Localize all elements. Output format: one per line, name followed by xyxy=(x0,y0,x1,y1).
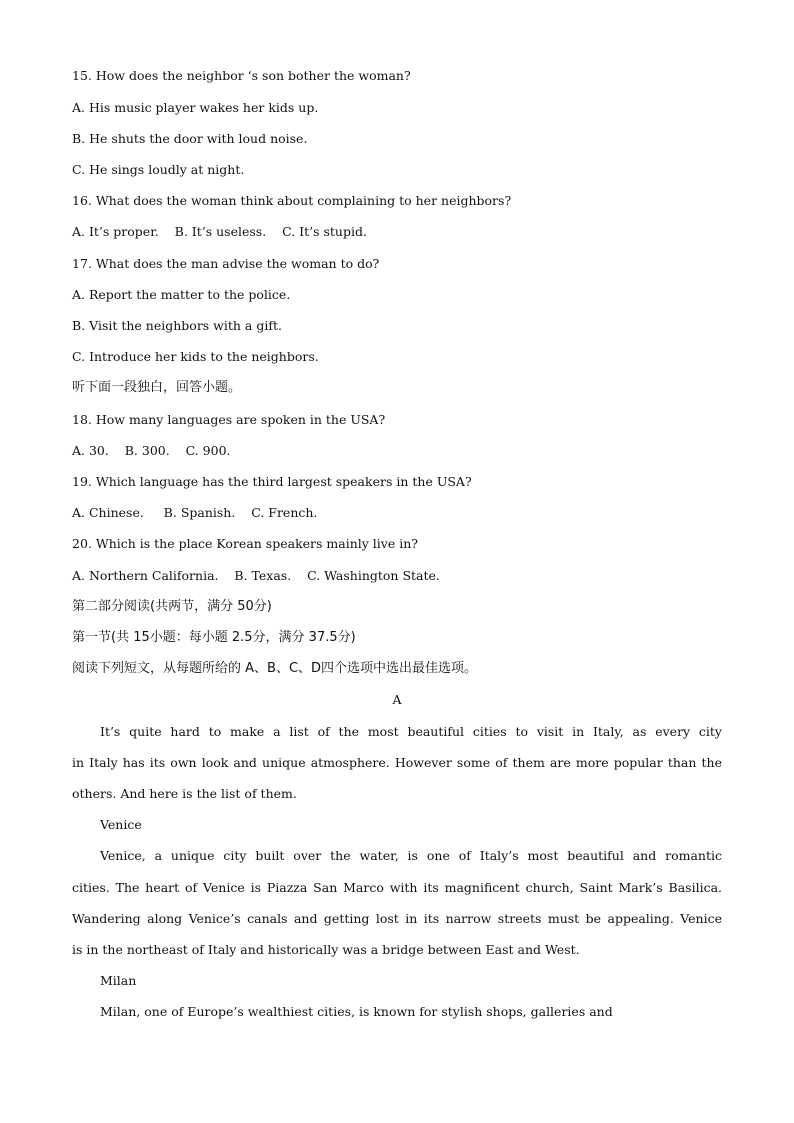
reading-section-title: 第一节(共 15小题：每小题 2.5分，满分 37.5分) xyxy=(72,630,356,645)
venice-line-1: Venice, a unique city built over the water, is one of Italy’s most beautiful and romantic xyxy=(100,848,722,863)
q15-option-c: C. He sings loudly at night. xyxy=(72,162,245,177)
venice-line-2: cities. The heart of Venice is Piazza San Marco with its magnificent church, Saint Mark’s Basilica. xyxy=(72,880,722,895)
q17-option-a: A. Report the matter to the police. xyxy=(72,287,291,302)
q17-option-b: B. Visit the neighbors with a gift. xyxy=(72,318,282,333)
venice-line-3: Wandering along Venice’s canals and getting lost in its narrow streets must be appealing. Venice xyxy=(72,911,722,926)
q15-question: 15. How does the neighbor ‘s son bother the woman? xyxy=(72,68,411,83)
q17-question: 17. What does the man advise the woman to do? xyxy=(72,256,380,271)
q15-option-b: B. He shuts the door with loud noise. xyxy=(72,131,308,146)
milan-line-1: Milan, one of Europe’s wealthiest cities, is known for stylish shops, galleries and xyxy=(100,1004,613,1019)
reading-instruction: 阅读下列短文，从每题所给的 A、B、C、D四个选项中选出最佳选项。 xyxy=(72,661,478,676)
q19-options: A. Chinese. B. Spanish. C. French. xyxy=(72,505,318,520)
intro-line-3: others. And here is the list of them. xyxy=(72,786,297,801)
q20-options: A. Northern California. B. Texas. C. Washington State. xyxy=(72,568,440,583)
intro-line-2: in Italy has its own look and unique atmosphere. However some of them are more popular than the xyxy=(72,755,722,770)
q15-option-a: A. His music player wakes her kids up. xyxy=(72,100,319,115)
q16-options: A. It’s proper. B. It’s useless. C. It’s stupid. xyxy=(72,224,367,239)
intro-line-1: It’s quite hard to make a list of the most beautiful cities to visit in Italy, as every city xyxy=(100,724,722,739)
reading-part-title: 第二部分阅读(共两节，满分 50分) xyxy=(72,599,272,614)
q20-question: 20. Which is the place Korean speakers mainly live in? xyxy=(72,536,418,551)
q18-options: A. 30. B. 300. C. 900. xyxy=(72,443,231,458)
q19-question: 19. Which language has the third largest speakers in the USA? xyxy=(72,474,472,489)
venice-heading: Venice xyxy=(100,817,142,832)
monologue-instruction: 听下面一段独白，回答小题。 xyxy=(72,380,242,395)
milan-heading: Milan xyxy=(100,973,137,988)
venice-line-4: is in the northeast of Italy and historically was a bridge between East and West. xyxy=(72,942,580,957)
q16-question: 16. What does the woman think about complaining to her neighbors? xyxy=(72,193,512,208)
q17-option-c: C. Introduce her kids to the neighbors. xyxy=(72,349,319,364)
q18-question: 18. How many languages are spoken in the USA? xyxy=(72,412,386,427)
passage-label: A xyxy=(392,692,402,707)
